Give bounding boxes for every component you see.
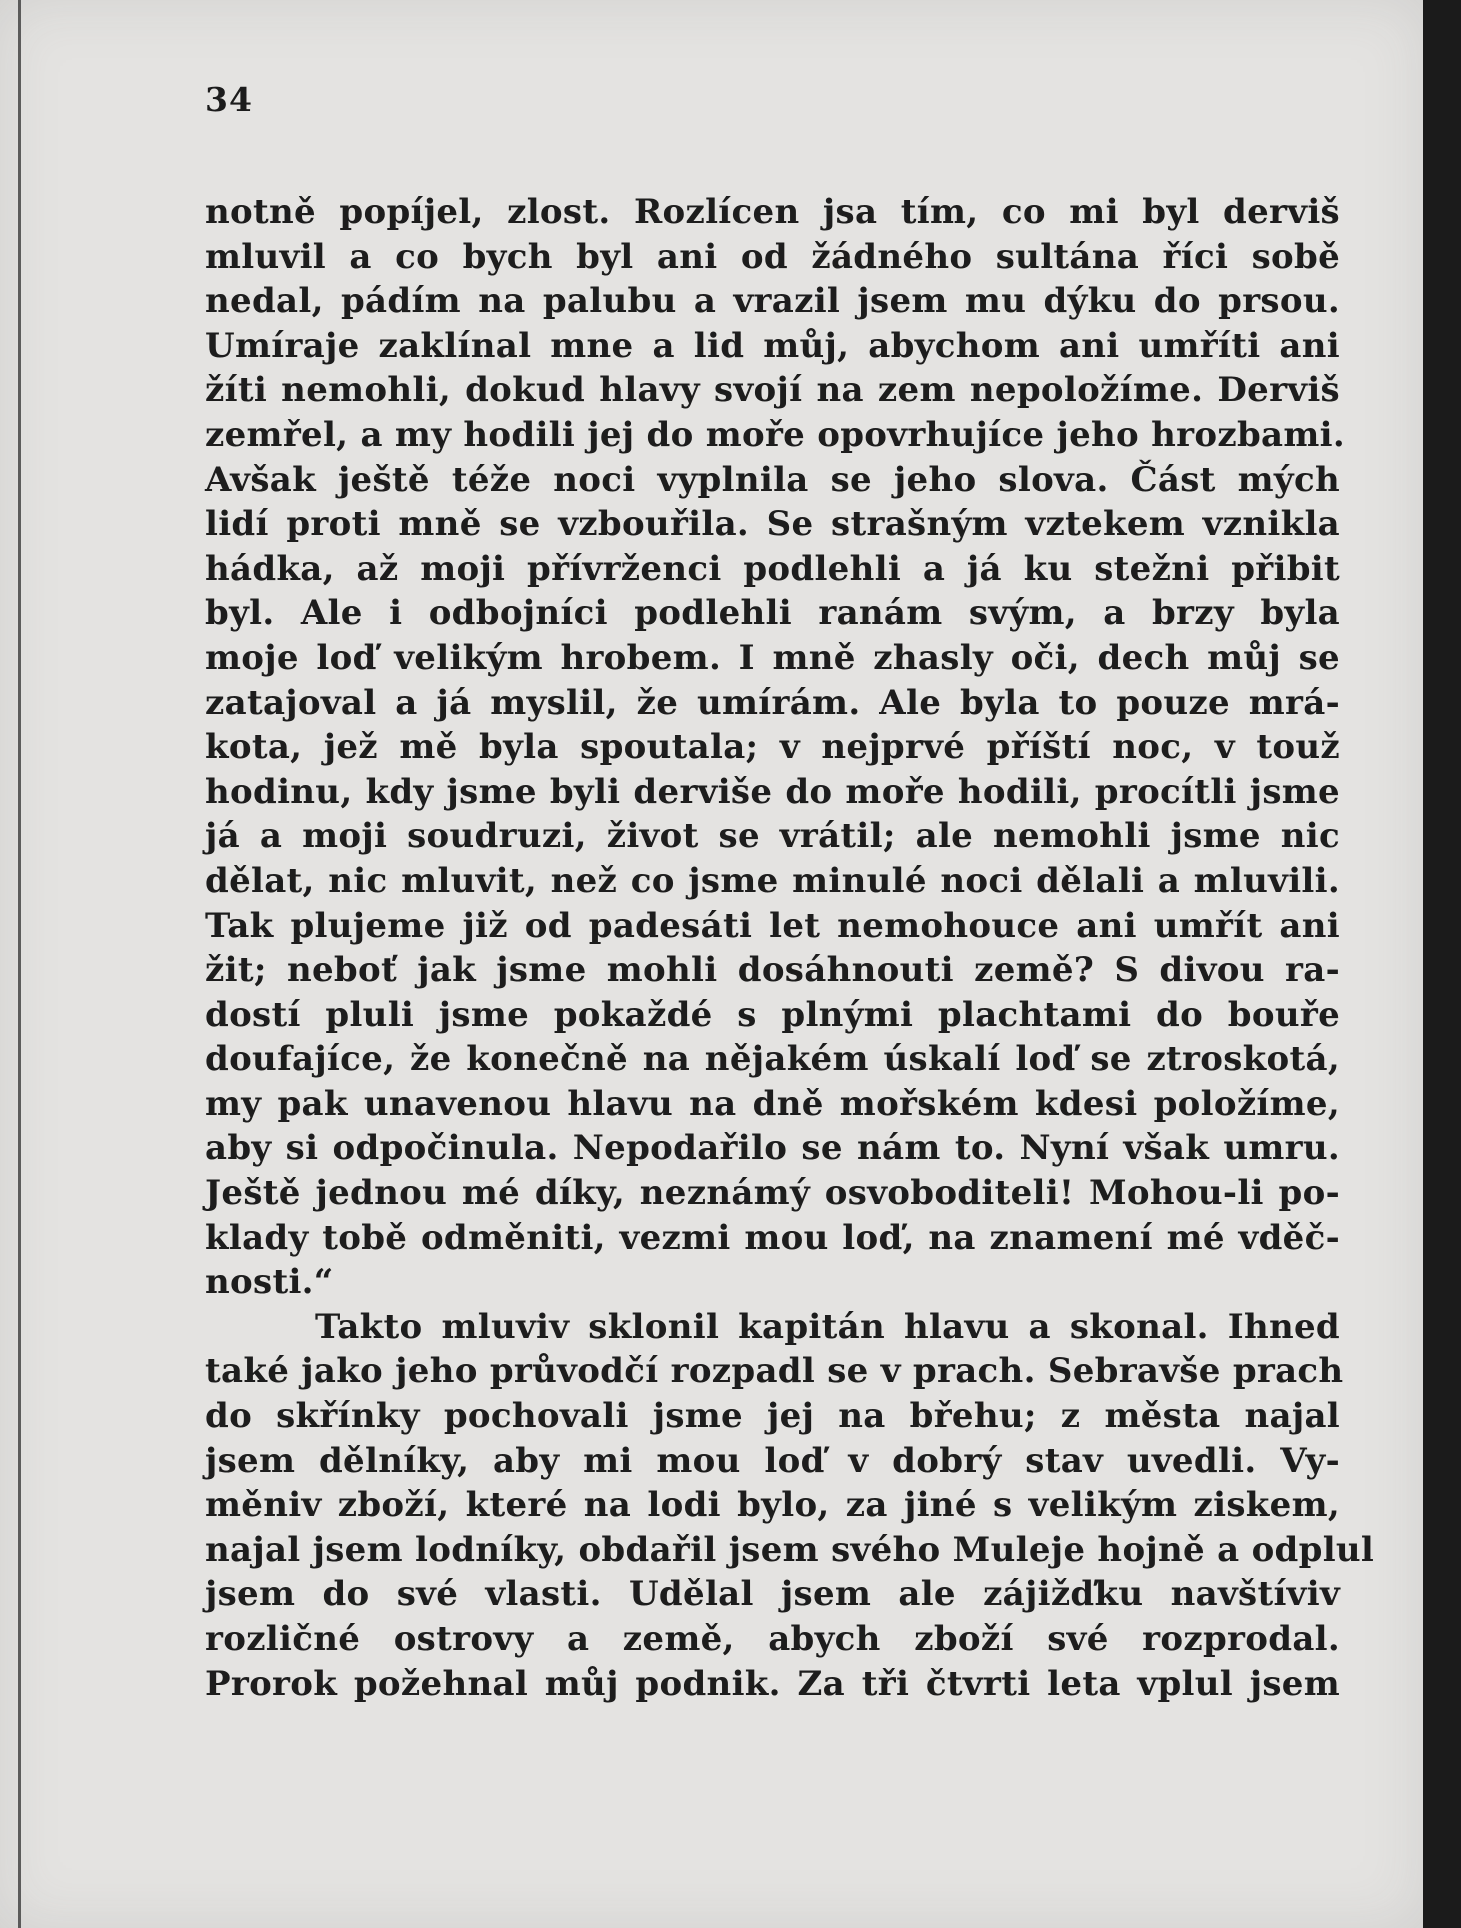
- text-line: Avšak ještě téže noci vyplnila se jeho slova. Část mých: [205, 459, 1340, 500]
- text-line: žit; neboť jak jsme mohli dosáhnouti země? S divou ra-: [205, 950, 1340, 991]
- text-line: Prorok požehnal můj podnik. Za tři čtvrti leta vplul jsem: [205, 1663, 1340, 1704]
- text-line: zemřel, a my hodili jej do moře opovrhujíce jeho hrozbami.: [205, 414, 1345, 455]
- text-line: Tak plujeme již od padesáti let nemohouce ani umřít ani: [205, 905, 1340, 946]
- text-line: aby si odpočinula. Nepodařilo se nám to. Nyní však umru.: [205, 1128, 1340, 1169]
- text-line: klady tobě odměniti, vezmi mou loď, na znamení mé vděč-: [205, 1217, 1340, 1258]
- text-line: Ještě jednou mé díky, neznámý osvoboditeli! Mohou-li po-: [205, 1173, 1340, 1214]
- text-line: hádka, až moji přívrženci podlehli a já ku stežni přibit: [205, 548, 1340, 589]
- text-line: my pak unavenou hlavu na dně mořském kdesi položíme,: [205, 1083, 1340, 1124]
- text-line: žíti nemohli, dokud hlavy svojí na zem nepoložíme. Derviš: [205, 370, 1340, 411]
- text-line: byl. Ale i odbojníci podlehli ranám svým, a brzy byla: [205, 593, 1340, 634]
- text-line: najal jsem lodníky, obdařil jsem svého Muleje hojně a odplul: [205, 1529, 1375, 1570]
- text-line: dělat, nic mluvit, než co jsme minulé noci dělali a mluvili.: [205, 860, 1340, 901]
- text-line: rozličné ostrovy a země, abych zboží své rozprodal.: [205, 1619, 1340, 1659]
- text-line: zatajoval a já myslil, že umírám. Ale byla to pouze mrá-: [205, 682, 1340, 723]
- text-line: také jako jeho průvodčí rozpadl se v prach. Sebravše prach: [205, 1351, 1344, 1392]
- text-line: hodinu, kdy jsme byli derviše do moře hodili, procítli jsme: [205, 771, 1340, 812]
- text-line: Umíraje zaklínal mne a lid můj, abychom ani umříti ani: [205, 325, 1340, 366]
- text-line: do skřínky pochovali jsme jej na břehu; z města najal: [205, 1396, 1340, 1437]
- page-number: 34: [205, 80, 253, 119]
- text-line: nosti.“: [205, 1262, 334, 1303]
- text-line: jsem dělníky, aby mi mou loď v dobrý stav uvedli. Vy-: [205, 1440, 1340, 1481]
- text-line: moje loď velikým hrobem. I mně zhasly oči, dech můj se: [205, 637, 1340, 678]
- text-line: kota, jež mě byla spoutala; v nejprvé příští noc, v touž: [205, 727, 1340, 768]
- text-line: mluvil a co bych byl ani od žádného sultána říci sobě: [205, 236, 1340, 277]
- text-line: jsem do své vlasti. Udělal jsem ale zájižďku navštíviv: [205, 1574, 1340, 1615]
- text-line: notně popíjel, zlost. Rozlícen jsa tím, co mi byl derviš: [205, 192, 1340, 232]
- text-line: já a moji soudruzi, život se vrátil; ale nemohli jsme nic: [205, 816, 1340, 857]
- text-line: lidí proti mně se vzbouřila. Se strašným vztekem vznikla: [205, 504, 1340, 545]
- text-line: doufajíce, že konečně na nějakém úskalí loď se ztroskotá,: [205, 1039, 1340, 1080]
- paragraph-first-line: Takto mluviv sklonil kapitán hlavu a skonal. Ihned: [315, 1306, 1340, 1347]
- text-line: dostí pluli jsme pokaždé s plnými plachtami do bouře: [205, 994, 1340, 1035]
- body-text: [205, 190, 1375, 1706]
- text-line: měniv zboží, které na lodi bylo, za jiné s velikým ziskem,: [205, 1485, 1340, 1526]
- text-line: nedal, pádím na palubu a vrazil jsem mu dýku do prsou.: [205, 281, 1340, 322]
- page-edge-shadow: [18, 0, 21, 1928]
